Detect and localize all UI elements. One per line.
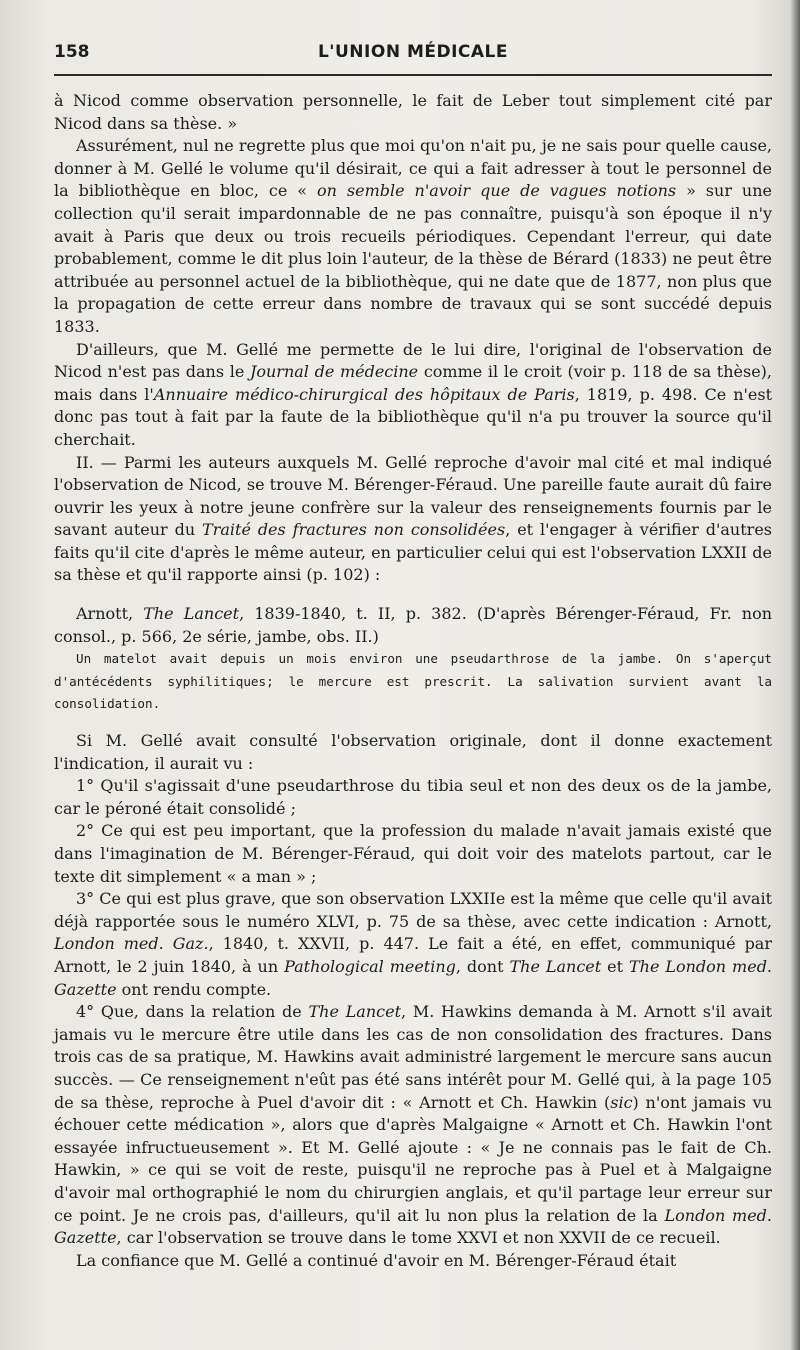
quote-body: Un matelot avait depuis un mois environ une pseudarthrose de la jambe. On s'aperçut d'antécédents syphilitiques; le mercure est prescrit. La salivation survient avant la consolidation. [54, 651, 772, 712]
paragraph: II. — Parmi les auteurs auxquels M. Gellé reproche d'avoir mal cité et mal indiqué l'observation de Nicod, se trouve M. Bérenger-Féraud. Une pareille faute aurait dû faire ouvrir les yeux à notre jeune confrère sur la valeur des renseignements fournis par le savant auteur du Traité des fractures non consolidées, et l'engager à vérifier d'autres faits qu'il cite d'après le même auteur, en particulier celui qui est l'observation LXXII de sa thèse et qu'il rapporte ainsi (p. 102) : [54, 452, 772, 585]
block-quote [54, 603, 772, 716]
page-number: 158 [54, 42, 90, 62]
paragraph: 1° Qu'il s'agissait d'une pseudarthrose du tibia seul et non des deux os de la jambe, car le péroné était consolidé ; [54, 776, 772, 818]
running-title: L'UNION MÉDICALE [317, 42, 509, 62]
page-edge-shadow [790, 0, 800, 1350]
page-header [54, 38, 772, 76]
paragraph: 4° Que, dans la relation de The Lancet, M. Hawkins demanda à M. Arnott s'il avait jamais vu le mercure être utile dans les cas de non consolidation des fractures. Dans trois cas de sa pratique, M. Hawkins avait administré largement le mercure sans aucun succès. — Ce renseignement n'eût pas été sans intérêt pour M. Gellé qui, à la page 105 de sa thèse, reproche à Puel d'avoir dit : « Arnott et Ch. Hawkin (sic) n'ont jamais vu échouer cette médication », alors que d'après Malgaigne « Arnott et Ch. Hawkin l'ont essayée infructueusement ». Et M. Gellé ajoute : « Je ne connais pas le fait de Ch. Hawkin, » ce qui se voit de reste, puisqu'il ne reproche pas à Puel et à Malgaigne d'avoir mal orthographié le nom du chirurgien anglais, et qu'il partage leur erreur sur ce point. Je ne crois pas, d'ailleurs, qu'il ait lu non plus la relation de la London med. Gazette, car l'observation se trouve dans le tome XXVI et non XXVII de ce recueil. [54, 1002, 773, 1248]
paragraph: Assurément, nul ne regrette plus que moi qu'on n'ait pu, je ne sais pour quelle cause, donner à M. Gellé le volume qu'il désirait, ce qui a fait adresser à tout le personnel de la bibliothèque en bloc, ce « on semble n'avoir que de vagues notions » sur une collection qu'il serait impardonnable de ne pas connaître, puisqu'à son époque il n'y avait à Paris que deux ou trois recueils périodiques. Cependant l'erreur, qui date probablement, comme le dit plus loin l'auteur, de la thèse de Bérard (1833) ne peut être attribuée au personnel actuel de la bibliothèque, qui ne date que de 1877, non plus que la propagation de cette erreur dans nombre de travaux qui se sont succédé depuis 1833. [54, 136, 772, 336]
paragraph: à Nicod comme observation personnelle, le fait de Leber tout simplement cité par Nicod dans sa thèse. » [54, 91, 772, 133]
paragraph: 3° Ce qui est plus grave, que son observation LXXIIe est la même que celle qu'il avait déjà rapportée sous le numéro XLVI, p. 75 de sa thèse, avec cette indication : Arnott, London med. Gaz., 1840, t. XXVII, p. 447. Le fait a été, en effet, communiqué par Arnott, le 2 juin 1840, à un Pathological meeting, dont The Lancet et The London med. Gazette ont rendu compte. [54, 889, 773, 999]
quote-citation: Arnott, The Lancet, 1839-1840, t. II, p. 382. (D'après Bérenger-Féraud, Fr. non consol., p. 566, 2e série, jambe, obs. II.) [54, 604, 773, 646]
body-text [54, 90, 772, 1272]
paragraph: Si M. Gellé avait consulté l'observation originale, dont il donne exactement l'indication, il aurait vu : [54, 731, 772, 773]
paragraph: 2° Ce qui est peu important, que la profession du malade n'avait jamais existé que dans l'imagination de M. Bérenger-Féraud, qui doit voir des matelots partout, car le texte dit simplement « a man » ; [54, 821, 772, 886]
paragraph: La confiance que M. Gellé a continué d'avoir en M. Bérenger-Féraud était [76, 1250, 677, 1270]
paragraph: D'ailleurs, que M. Gellé me permette de le lui dire, l'original de l'observation de Nicod n'est pas dans le Journal de médecine comme il le croit (voir p. 118 de sa thèse), mais dans l'Annuaire médico-chirurgical des hôpitaux de Paris, 1819, p. 498. Ce n'est donc pas tout à fait par la faute de la bibliothèque qu'il n'a pu trouver la source qu'il cherchait. [54, 339, 773, 449]
